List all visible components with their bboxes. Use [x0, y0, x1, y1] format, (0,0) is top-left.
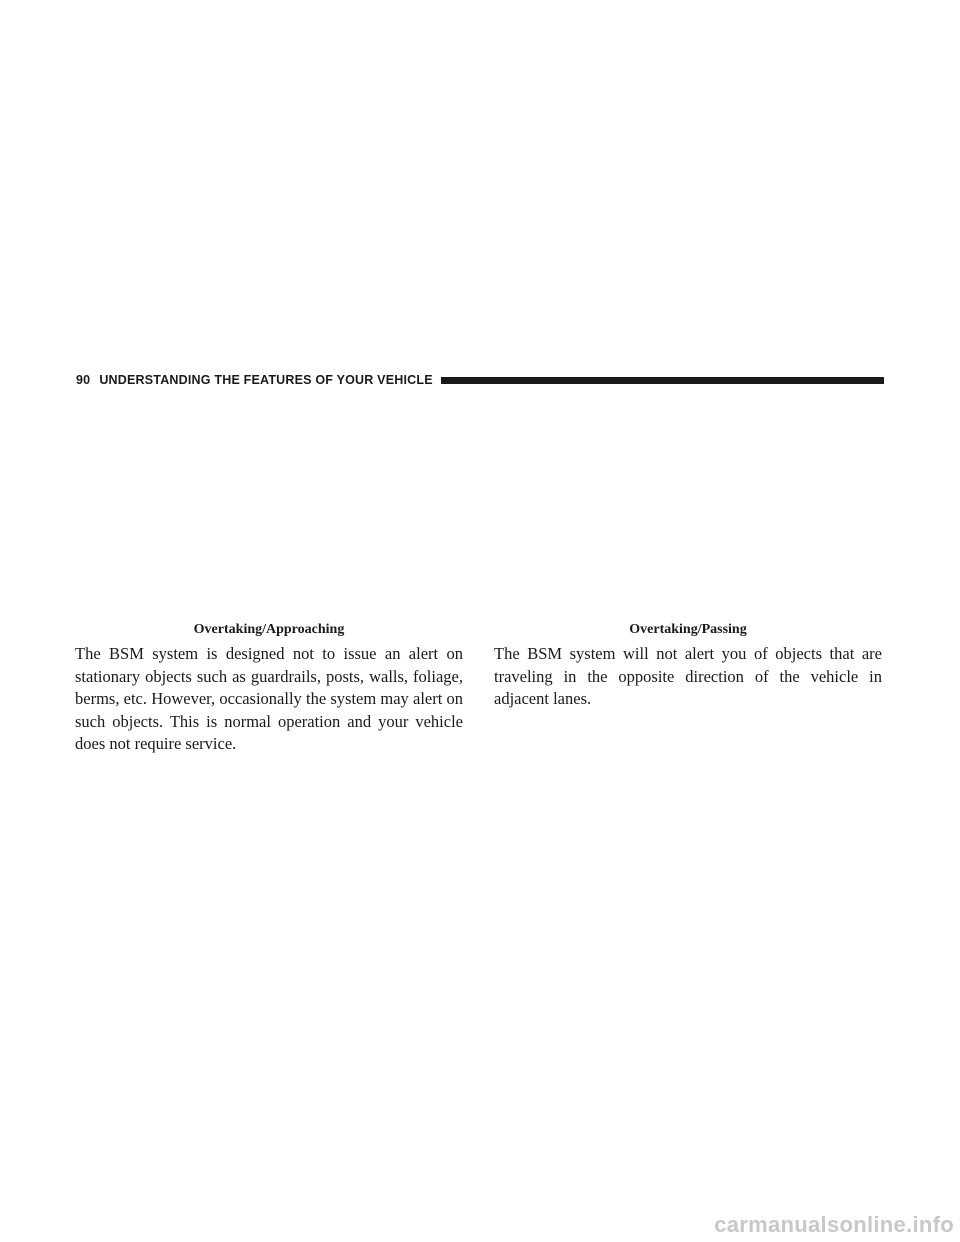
- right-column: [494, 620, 882, 711]
- figure-caption-passing: Overtaking/Passing: [629, 622, 747, 637]
- page-number: 90: [76, 373, 91, 387]
- watermark: carmanualsonline.info: [714, 1212, 954, 1237]
- header-rule: [441, 377, 884, 384]
- left-column: [75, 620, 463, 756]
- section-title: UNDERSTANDING THE FEATURES OF YOUR VEHICLE: [99, 373, 433, 387]
- page-header: [76, 370, 884, 390]
- body-paragraph-stationary-objects: The BSM system is designed not to issue an alert on stationary objects such as guardrails, posts, walls, foliage, berms, etc. However, occasionally the system may alert on such objects. This is normal operation and your vehicle does not require service.: [75, 644, 463, 753]
- body-paragraph-opposite-direction: The BSM system will not alert you of objects that are traveling in the opposite direction of the vehicle in adjacent lanes.: [494, 644, 882, 708]
- figure-caption-approaching: Overtaking/Approaching: [193, 622, 345, 637]
